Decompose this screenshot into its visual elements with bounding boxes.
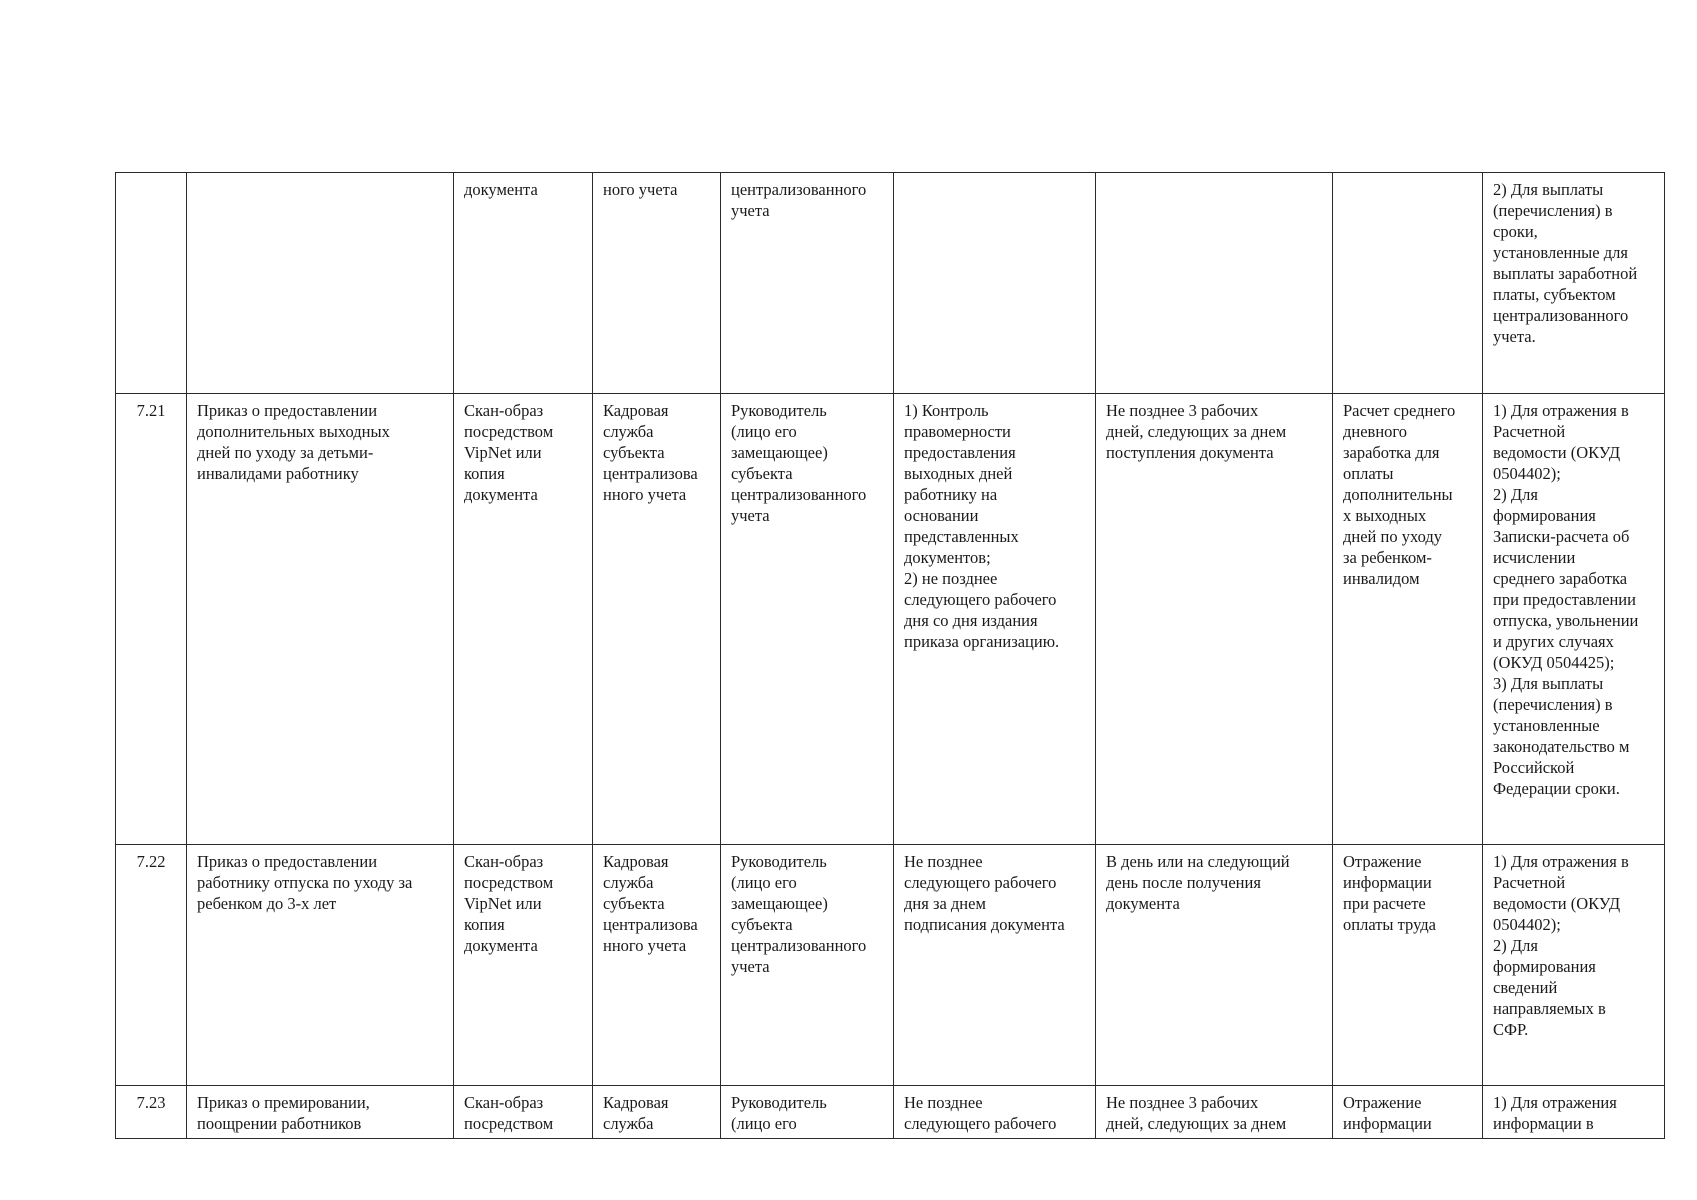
purpose-cell: Расчет среднего дневного заработка для оплаты дополнительны х выходных дней по уходу за ребенком- инвалидом xyxy=(1333,394,1483,845)
usage-cell: 1) Для отражения информации в xyxy=(1483,1086,1665,1139)
purpose-cell xyxy=(1333,173,1483,394)
sender-cell: Кадровая служба субъекта централизова нного учета xyxy=(593,845,721,1086)
signer-cell: централизованного учета xyxy=(721,173,894,394)
purpose-cell: Отражение информации при расчете оплаты труда xyxy=(1333,845,1483,1086)
row-number xyxy=(116,173,187,394)
document-form-cell: Скан-образ посредством VipNet или копия документа xyxy=(454,394,593,845)
deadline-cell xyxy=(1096,173,1333,394)
table-row xyxy=(116,394,1665,845)
document-name-cell: Приказ о предоставлении работнику отпуска по уходу за ребенком до 3-х лет xyxy=(187,845,454,1086)
usage-cell: 1) Для отражения в Расчетной ведомости (ОКУД 0504402); 2) Для формирования Записки-расчета об исчислении среднего заработка при предоставлении отпуска, увольнении и других случаях (ОКУД 0504425); 3) Для выплаты (перечисления) в установленные законодательство м Российской Федерации сроки. xyxy=(1483,394,1665,845)
document-form-cell: документа xyxy=(454,173,593,394)
row-number: 7.21 xyxy=(116,394,187,845)
purpose-cell: Отражение информации xyxy=(1333,1086,1483,1139)
document-form-cell: Скан-образ посредством xyxy=(454,1086,593,1139)
table-row xyxy=(116,845,1665,1086)
deadline-cell: Не позднее 3 рабочих дней, следующих за днем xyxy=(1096,1086,1333,1139)
table-row xyxy=(116,1086,1665,1139)
document-name-cell: Приказ о предоставлении дополнительных выходных дней по уходу за детьми- инвалидами работнику xyxy=(187,394,454,845)
signer-cell: Руководитель (лицо его xyxy=(721,1086,894,1139)
sender-cell: ного учета xyxy=(593,173,721,394)
table-row xyxy=(116,173,1665,394)
signer-cell: Руководитель (лицо его замещающее) субъекта централизованного учета xyxy=(721,845,894,1086)
signer-cell: Руководитель (лицо его замещающее) субъекта централизованного учета xyxy=(721,394,894,845)
deadline-cell: Не позднее 3 рабочих дней, следующих за днем поступления документа xyxy=(1096,394,1333,845)
sender-cell: Кадровая служба субъекта централизова нного учета xyxy=(593,394,721,845)
document-table xyxy=(115,172,1665,1139)
usage-cell: 2) Для выплаты (перечисления) в сроки, установленные для выплаты заработной платы, субъектом централизованного учета. xyxy=(1483,173,1665,394)
row-number: 7.23 xyxy=(116,1086,187,1139)
document-name-cell: Приказ о премировании, поощрении работников xyxy=(187,1086,454,1139)
usage-cell: 1) Для отражения в Расчетной ведомости (ОКУД 0504402); 2) Для формирования сведений направляемых в СФР. xyxy=(1483,845,1665,1086)
control-cell: 1) Контроль правомерности предоставления выходных дней работнику на основании представленных документов; 2) не позднее следующего рабочего дня со дня издания приказа организацию. xyxy=(894,394,1096,845)
deadline-cell: В день или на следующий день после получения документа xyxy=(1096,845,1333,1086)
row-number: 7.22 xyxy=(116,845,187,1086)
control-cell: Не позднее следующего рабочего дня за днем подписания документа xyxy=(894,845,1096,1086)
sender-cell: Кадровая служба xyxy=(593,1086,721,1139)
document-name-cell xyxy=(187,173,454,394)
control-cell xyxy=(894,173,1096,394)
control-cell: Не позднее следующего рабочего xyxy=(894,1086,1096,1139)
document-form-cell: Скан-образ посредством VipNet или копия документа xyxy=(454,845,593,1086)
